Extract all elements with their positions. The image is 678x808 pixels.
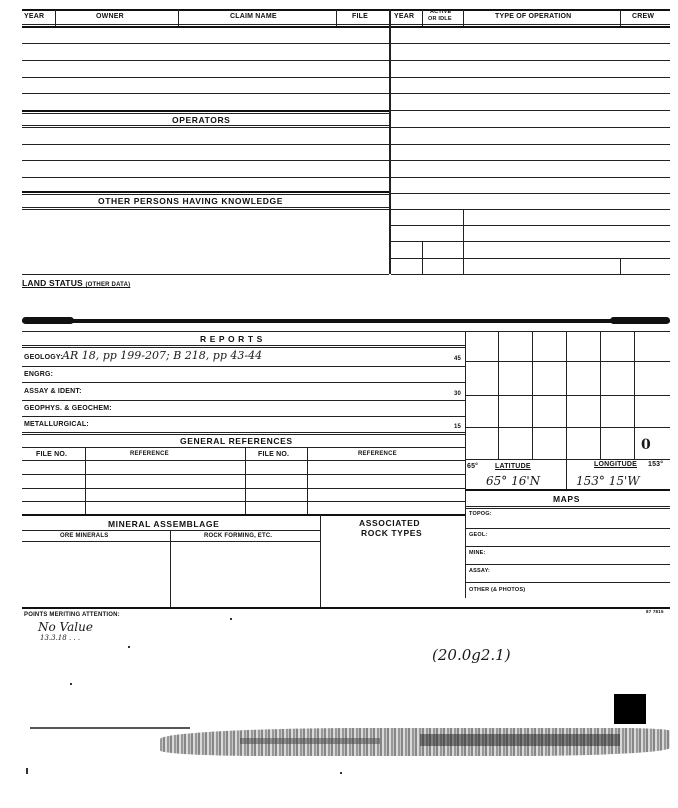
land-status-label: LAND STATUS xyxy=(22,278,83,288)
maps-geol-label: GEOL: xyxy=(469,532,488,538)
maps-other-label: OTHER (& PHOTOS) xyxy=(469,587,526,593)
metallurgical-number: 15 xyxy=(454,424,462,430)
longitude-suffix: 153° xyxy=(648,461,664,468)
geology-number: 45 xyxy=(454,356,462,362)
form-number: 87 7815 xyxy=(646,609,664,614)
ref-col-reference-2: REFERENCE xyxy=(358,451,397,457)
file-code: (20.0g2.1) xyxy=(432,646,511,664)
points-note: No Value xyxy=(38,620,93,634)
col-header-active: ACTIVE xyxy=(430,9,452,15)
ref-col-file-no: FILE NO. xyxy=(36,451,68,458)
land-status-bar xyxy=(22,319,670,323)
latitude-value: 65° 16'N xyxy=(486,474,541,488)
geophys-geochem-label: GEOPHYS. & GEOCHEM: xyxy=(24,405,112,412)
maps-mine-label: MINE: xyxy=(469,550,486,556)
assay-ident-label: ASSAY & IDENT: xyxy=(24,388,82,395)
geology-value: AR 18, pp 199-207; B 218, pp 43-44 xyxy=(62,349,263,362)
assay-number: 30 xyxy=(454,391,462,397)
geology-label: GEOLOGY: xyxy=(24,354,63,361)
metallurgical-label: METALLURGICAL: xyxy=(24,421,89,428)
maps-heading: MAPS xyxy=(553,494,580,504)
col-header-type-of-operation: TYPE OF OPERATION xyxy=(495,13,572,20)
operators-heading: OPERATORS xyxy=(172,115,231,125)
points-subnote: 13.3.18 . . . xyxy=(40,634,81,642)
maps-topog-label: TOPOG: xyxy=(469,511,492,517)
ref-col-file-no-2: FILE NO. xyxy=(258,451,290,458)
points-label: POINTS MERITING ATTENTION: xyxy=(24,612,120,618)
col-header-claim-name: CLAIM NAME xyxy=(230,13,277,20)
reports-heading: R E P O R T S xyxy=(200,334,263,344)
col-header-year-2: YEAR xyxy=(394,13,415,20)
general-references-heading: GENERAL REFERENCES xyxy=(180,436,293,446)
col-header-file: FILE xyxy=(352,13,368,20)
maps-assay-label: ASSAY: xyxy=(469,568,491,574)
col-header-year: YEAR xyxy=(24,13,45,20)
col-header-owner: OWNER xyxy=(96,13,124,20)
latitude-label: LATITUDE xyxy=(495,463,531,470)
other-persons-heading: OTHER PERSONS HAVING KNOWLEDGE xyxy=(98,196,284,206)
ore-minerals-label: ORE MINERALS xyxy=(60,533,109,539)
land-status-note: (OTHER DATA) xyxy=(85,282,131,288)
mineral-assemblage-heading: MINERAL ASSEMBLAGE xyxy=(108,519,220,529)
col-header-crew: CREW xyxy=(632,13,655,20)
land-status-heading xyxy=(22,278,130,288)
longitude-value: 153° 15'W xyxy=(576,474,640,488)
engrg-label: ENGRG: xyxy=(24,371,54,378)
lat-prefix: 65° xyxy=(467,463,479,470)
associated-rock-types-1: ASSOCIATED xyxy=(359,518,421,528)
longitude-label: LONGITUDE xyxy=(594,461,638,468)
col-header-or-idle: OR IDLE xyxy=(428,16,452,22)
ref-col-reference: REFERENCE xyxy=(130,451,169,457)
black-square-mark xyxy=(614,694,646,724)
associated-rock-types-2: ROCK TYPES xyxy=(361,528,423,538)
grid-marker: 0 xyxy=(641,437,651,453)
rock-forming-label: ROCK FORMING, ETC. xyxy=(204,533,273,539)
